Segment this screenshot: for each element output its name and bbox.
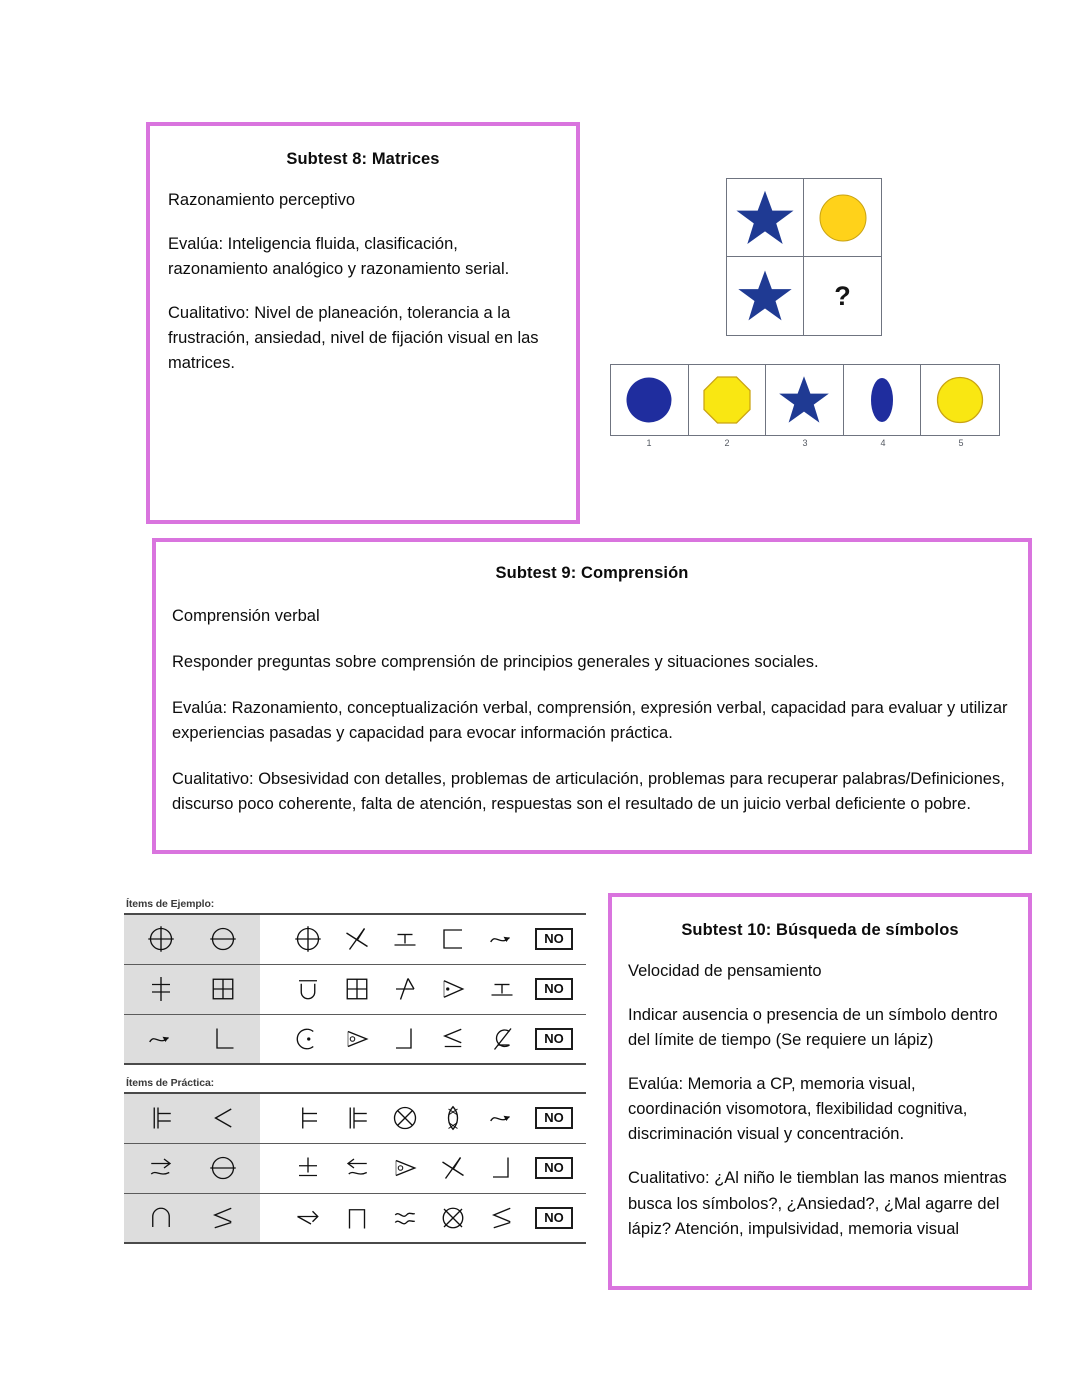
perp-double-line-icon — [487, 974, 517, 1004]
double-bar-turnstile-icon — [146, 1103, 176, 1133]
practice-row-3-targets — [124, 1193, 260, 1243]
example-row-2-search — [260, 964, 586, 1014]
blue-star-icon — [777, 373, 831, 427]
subtest-8-card — [146, 122, 580, 524]
no-option-box[interactable]: NO — [535, 1107, 573, 1129]
subtest-9-paragraph-1: Comprensión verbal — [172, 607, 320, 625]
table-row — [124, 1193, 586, 1243]
wave-arrow-right-icon — [146, 1024, 176, 1054]
circle-minus-icon — [208, 1153, 238, 1183]
subtest-8-title: Subtest 8: Matrices — [286, 150, 440, 168]
matrix-cell-4-unknown — [804, 257, 881, 335]
table-row — [124, 1093, 586, 1143]
plus-underline-icon — [293, 1153, 323, 1183]
matrix-option-3[interactable] — [766, 365, 844, 435]
example-row-1-search — [260, 914, 586, 964]
example-items-label: Ítems de Ejemplo: — [126, 898, 215, 910]
yellow-octagon-icon — [702, 375, 752, 425]
crossed-arrow-slash-icon — [342, 924, 372, 954]
practice-row-1-search — [260, 1093, 586, 1143]
no-option-box[interactable]: NO — [535, 1157, 573, 1179]
matrix-option-2[interactable] — [689, 365, 767, 435]
c-dot-icon — [293, 1024, 323, 1054]
example-row-2-targets — [124, 964, 260, 1014]
blue-ellipse-icon — [857, 375, 907, 425]
matrix-option-4[interactable] — [844, 365, 922, 435]
practice-row-1-targets — [124, 1093, 260, 1143]
turnstile-single-icon — [293, 1103, 323, 1133]
matrix-cell-1 — [727, 179, 804, 257]
wave-arrow-right-icon — [487, 924, 517, 954]
subtest-8-body — [150, 188, 576, 376]
corner-left-bottom-icon — [208, 1024, 238, 1054]
subtest-8-paragraph-2: Evalúa: Inteligencia fluida, clasificación, razonamiento analógico y razonamiento serial. — [168, 235, 510, 279]
example-items-table — [124, 913, 586, 1065]
circle-plus-icon — [146, 924, 176, 954]
subtest-9-card — [152, 538, 1032, 854]
greater-wave-under-icon — [487, 1203, 517, 1233]
practice-row-3-search — [260, 1193, 586, 1243]
yellow-circle-icon — [818, 193, 868, 243]
bracket-open-top-icon — [438, 924, 468, 954]
table-row — [124, 964, 586, 1014]
asterisk-arrow-icon — [390, 974, 420, 1004]
practice-items-label: Ítems de Práctica: — [126, 1077, 215, 1089]
matrix-option-number-2: 2 — [724, 438, 730, 448]
practice-row-2-targets — [124, 1143, 260, 1193]
double-vertical-cross-icon — [146, 974, 176, 1004]
circle-triangle-right-icon — [342, 1024, 372, 1054]
matrix-cell-2 — [804, 179, 881, 257]
example-row-1-targets — [124, 914, 260, 964]
double-bar-turnstile-icon — [342, 1103, 372, 1133]
greater-wave-equal-icon — [438, 1024, 468, 1054]
circle-x-crossed-icon — [438, 1203, 468, 1233]
subtest-9-paragraph-4: Cualitativo: Obsesividad con detalles, problemas de articulación, problemas para recuperar palabras/Definiciones, discurso poco coherente, falta de atención, respuestas son el resultado de un juicio verbal deficiente o pobre. — [172, 770, 1005, 814]
u-bar-top-icon — [293, 974, 323, 1004]
matrix-option-number-3: 3 — [802, 438, 808, 448]
subtest-9-paragraph-2: Responder preguntas sobre comprensión de principios generales y situaciones sociales. — [172, 653, 819, 672]
no-option-box[interactable]: NO — [535, 978, 573, 1000]
matrix-answer-options — [610, 364, 1000, 436]
table-row — [124, 1143, 586, 1193]
dot-triangle-right-icon — [438, 974, 468, 1004]
arrow-over-wave-icon — [146, 1153, 176, 1183]
matrix-cell-3 — [727, 257, 804, 335]
lens-x-icon — [438, 1103, 468, 1133]
practice-items-table — [124, 1092, 586, 1244]
no-option-box[interactable]: NO — [535, 1028, 573, 1050]
not-slanted-equal-icon — [487, 1024, 517, 1054]
subtest-10-title: Subtest 10: Búsqueda de símbolos — [681, 921, 959, 939]
matrix-reasoning-figure — [608, 168, 1008, 468]
blue-star-icon — [736, 267, 794, 325]
wave-arrow-right-icon — [487, 1103, 517, 1133]
question-mark-glyph: ? — [834, 280, 851, 311]
circle-minus-icon — [208, 924, 238, 954]
table-row — [124, 1014, 586, 1064]
corner-right-bottom-icon — [487, 1153, 517, 1183]
greater-wave-under-icon — [208, 1203, 238, 1233]
matrix-option-1[interactable] — [611, 365, 689, 435]
subtest-10-paragraph-3: Evalúa: Memoria a CP, memoria visual, coordinación visomotora, flexibilidad cognitiva, discriminación visual y concentración. — [628, 1075, 968, 1144]
subtest-9-title: Subtest 9: Comprensión — [495, 564, 689, 582]
circle-x-icon — [390, 1103, 420, 1133]
subtest-10-paragraph-1: Velocidad de pensamiento — [628, 962, 822, 980]
no-option-box[interactable]: NO — [535, 928, 573, 950]
symbol-search-worksheet — [124, 898, 586, 1266]
blue-star-icon — [734, 187, 796, 249]
matrix-grid — [726, 178, 882, 336]
practice-row-2-search — [260, 1143, 586, 1193]
subtest-8-paragraph-1: Razonamiento perceptivo — [168, 191, 356, 209]
matrix-option-number-5: 5 — [958, 438, 964, 448]
pi-shape-icon — [342, 1203, 372, 1233]
matrix-option-number-4: 4 — [880, 438, 886, 448]
square-crossed-icon — [208, 974, 238, 1004]
no-option-box[interactable]: NO — [535, 1207, 573, 1229]
table-row — [124, 914, 586, 964]
circle-triangle-right-icon — [390, 1153, 420, 1183]
matrix-option-5[interactable] — [921, 365, 999, 435]
yellow-circle-icon — [935, 375, 985, 425]
example-row-3-targets — [124, 1014, 260, 1064]
double-line-perp-icon — [390, 924, 420, 954]
psi-fork-icon — [146, 1203, 176, 1233]
subtest-10-body — [612, 959, 1028, 1242]
approx-equal-icon — [390, 1203, 420, 1233]
blue-circle-icon — [624, 375, 674, 425]
square-crossed-icon — [342, 974, 372, 1004]
subtest-10-paragraph-4: Cualitativo: ¿Al niño le tiemblan las manos mientras busca los símbolos?, ¿Ansiedad?, ¿Mal agarre del lápiz? Atención, impulsividad, memoria visual — [628, 1169, 1007, 1238]
crossed-arrow-slash-icon — [438, 1153, 468, 1183]
circle-plus-icon — [293, 924, 323, 954]
arrow-left-wave-icon — [342, 1153, 372, 1183]
matrix-option-numbers — [610, 438, 1000, 448]
corner-right-bottom-icon — [390, 1024, 420, 1054]
subtest-9-paragraph-3: Evalúa: Razonamiento, conceptualización verbal, comprensión, expresión verbal, capacidad para evaluar y utilizar experiencias pasadas y capacidad para evocar información práctica. — [172, 699, 1008, 743]
arrow-right-underline-icon — [293, 1203, 323, 1233]
subtest-10-card — [608, 893, 1032, 1290]
subtest-9-body — [156, 604, 1028, 817]
subtest-8-paragraph-3: Cualitativo: Nivel de planeación, tolerancia a la frustración, ansiedad, nivel de fijación visual en las matrices. — [168, 304, 539, 373]
subtest-10-paragraph-2: Indicar ausencia o presencia de un símbolo dentro del límite de tiempo (Se requiere un lápiz) — [628, 1006, 998, 1050]
example-row-3-search — [260, 1014, 586, 1064]
less-than-icon — [208, 1103, 238, 1133]
matrix-option-number-1: 1 — [646, 438, 652, 448]
